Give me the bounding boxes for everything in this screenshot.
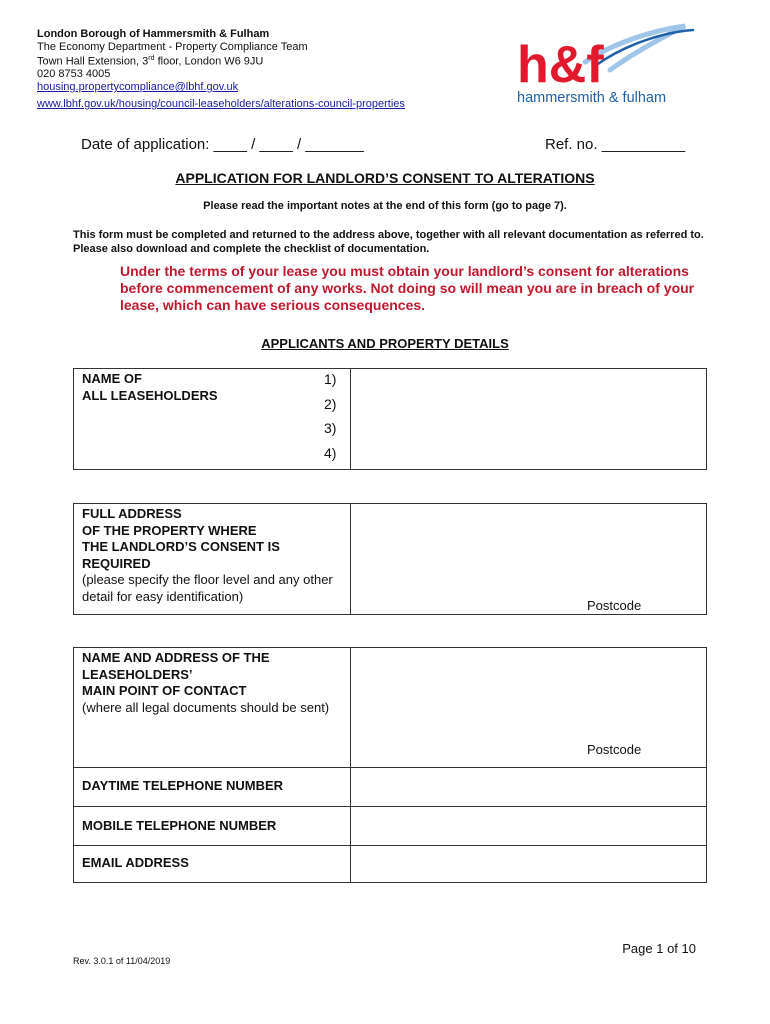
property-address-table bbox=[73, 503, 707, 615]
lease-warning: Under the terms of your lease you must obtain your landlord’s consent for alterations before commencement of any works. Not doing so will mean you are in breach of your lease, which can have serious consequences. bbox=[120, 263, 695, 313]
form-title: APPLICATION FOR LANDLORD’S CONSENT TO ALTERATIONS bbox=[175, 170, 595, 186]
contact-address-note: (where all legal documents should be sent) bbox=[82, 699, 330, 715]
leaseholder-number-1: 1) bbox=[324, 371, 337, 387]
header-address-block bbox=[37, 28, 308, 94]
leaseholders-input-area[interactable] bbox=[351, 369, 706, 469]
contact-address-label: NAME AND ADDRESS OF THE LEASEHOLDERS’ MAIN POINT OF CONTACT (where all legal documents should be sent) bbox=[82, 650, 344, 716]
logo-mark: h&f bbox=[517, 36, 604, 94]
property-address-input[interactable] bbox=[351, 504, 706, 614]
revision-note: Rev. 3.0.1 of 11/04/2019 bbox=[73, 956, 171, 966]
email-link[interactable]: housing.propertycompliance@lbhf.gov.uk bbox=[37, 81, 239, 94]
read-notes-instruction: Please read the important notes at the end of this form (go to page 7). bbox=[203, 200, 567, 212]
mobile-phone-input[interactable] bbox=[351, 807, 706, 845]
leaseholder-number-4: 4) bbox=[324, 445, 337, 461]
mobile-phone-label: MOBILE TELEPHONE NUMBER bbox=[82, 818, 277, 833]
completion-instruction: This form must be completed and returned to the address above, together with all relevant documentation as referred to. Please also download and complete the checklist of documentation. bbox=[73, 229, 704, 255]
leaseholders-label: NAME OF ALL LEASEHOLDERS bbox=[82, 371, 218, 403]
contact-table bbox=[73, 647, 707, 883]
org-name: London Borough of Hammersmith & Fulham bbox=[37, 28, 270, 40]
website-line bbox=[37, 98, 405, 110]
email-address-label: EMAIL ADDRESS bbox=[82, 855, 189, 870]
daytime-phone-input[interactable] bbox=[351, 768, 706, 806]
section-title: APPLICANTS AND PROPERTY DETAILS bbox=[261, 336, 509, 351]
leaseholder-number-2: 2) bbox=[324, 396, 337, 412]
website-link[interactable]: www.lbhf.gov.uk/housing/council-leaseholders/alterations-council-properties bbox=[37, 98, 405, 110]
logo-text: hammersmith & fulham bbox=[517, 90, 667, 106]
daytime-phone-label: DAYTIME TELEPHONE NUMBER bbox=[82, 778, 284, 793]
postal-address: Town Hall Extension, 3rd floor, London W6 9JU bbox=[37, 55, 264, 68]
date-of-application: Date of application: ____ / ____ / _______ bbox=[81, 136, 364, 153]
contact-address-input[interactable] bbox=[351, 648, 706, 767]
leaseholders-table bbox=[73, 368, 707, 470]
department-name: The Economy Department - Property Compliance Team bbox=[37, 40, 308, 53]
property-address-label: FULL ADDRESS OF THE PROPERTY WHERE THE LANDLORD’S CONSENT IS REQUIRED (please specify the floor level and any other detail for easy identification) bbox=[82, 506, 344, 605]
property-postcode-label: Postcode bbox=[587, 598, 642, 613]
leaseholder-number-3: 3) bbox=[324, 420, 337, 436]
phone-number: 020 8753 4005 bbox=[37, 68, 111, 81]
email-address-input[interactable] bbox=[351, 846, 706, 882]
hf-logo-graphic bbox=[515, 22, 715, 107]
contact-postcode-label: Postcode bbox=[587, 742, 642, 757]
hf-logo bbox=[515, 22, 715, 107]
reference-number: Ref. no. __________ bbox=[545, 136, 686, 153]
page-number: Page 1 of 10 bbox=[622, 941, 696, 956]
property-address-note: (please specify the floor level and any other detail for easy identification) bbox=[82, 572, 333, 604]
